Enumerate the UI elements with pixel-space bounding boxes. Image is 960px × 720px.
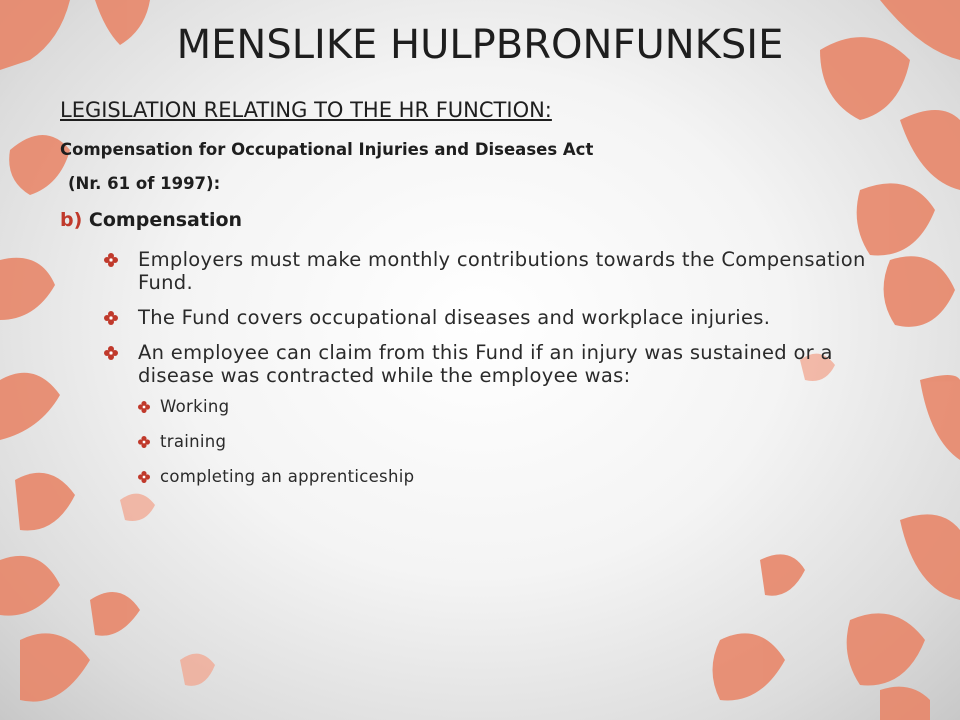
sub-bullet-text: completing an apprenticeship <box>160 467 415 486</box>
bullet-text: Employers must make monthly contributions towards the Compensation Fund. <box>138 248 866 294</box>
bullet-item <box>104 306 884 329</box>
bullet-list <box>104 248 884 502</box>
sub-bullet-text: training <box>160 432 227 451</box>
section-heading <box>60 209 242 231</box>
act-name: Compensation for Occupational Injuries and Diseases Act <box>60 140 594 159</box>
sub-bullet-list <box>138 397 884 487</box>
bullet-text: The Fund covers occupational diseases and workplace injuries. <box>138 306 771 329</box>
flower-bullet-icon <box>138 401 150 413</box>
flower-bullet-icon <box>104 311 118 325</box>
sub-bullet-item <box>138 432 884 452</box>
slide-title: MENSLIKE HULPBRONFUNKSIE <box>176 22 784 68</box>
flower-bullet-icon <box>138 471 150 483</box>
bullet-item <box>104 341 884 487</box>
bullet-text: An employee can claim from this Fund if an injury was sustained or a disease was contracted while the employee was: <box>138 341 833 387</box>
act-number: (Nr. 61 of 1997): <box>68 174 221 193</box>
section-label: Compensation <box>88 209 243 231</box>
flower-bullet-icon <box>138 436 150 448</box>
bullet-item <box>104 248 884 294</box>
section-marker: b) <box>60 209 83 231</box>
sub-bullet-text: Working <box>160 397 230 416</box>
sub-bullet-item <box>138 397 884 417</box>
flower-bullet-icon <box>104 253 118 267</box>
slide-subtitle: LEGISLATION RELATING TO THE HR FUNCTION: <box>60 98 552 122</box>
sub-bullet-item <box>138 467 884 487</box>
flower-bullet-icon <box>104 346 118 360</box>
